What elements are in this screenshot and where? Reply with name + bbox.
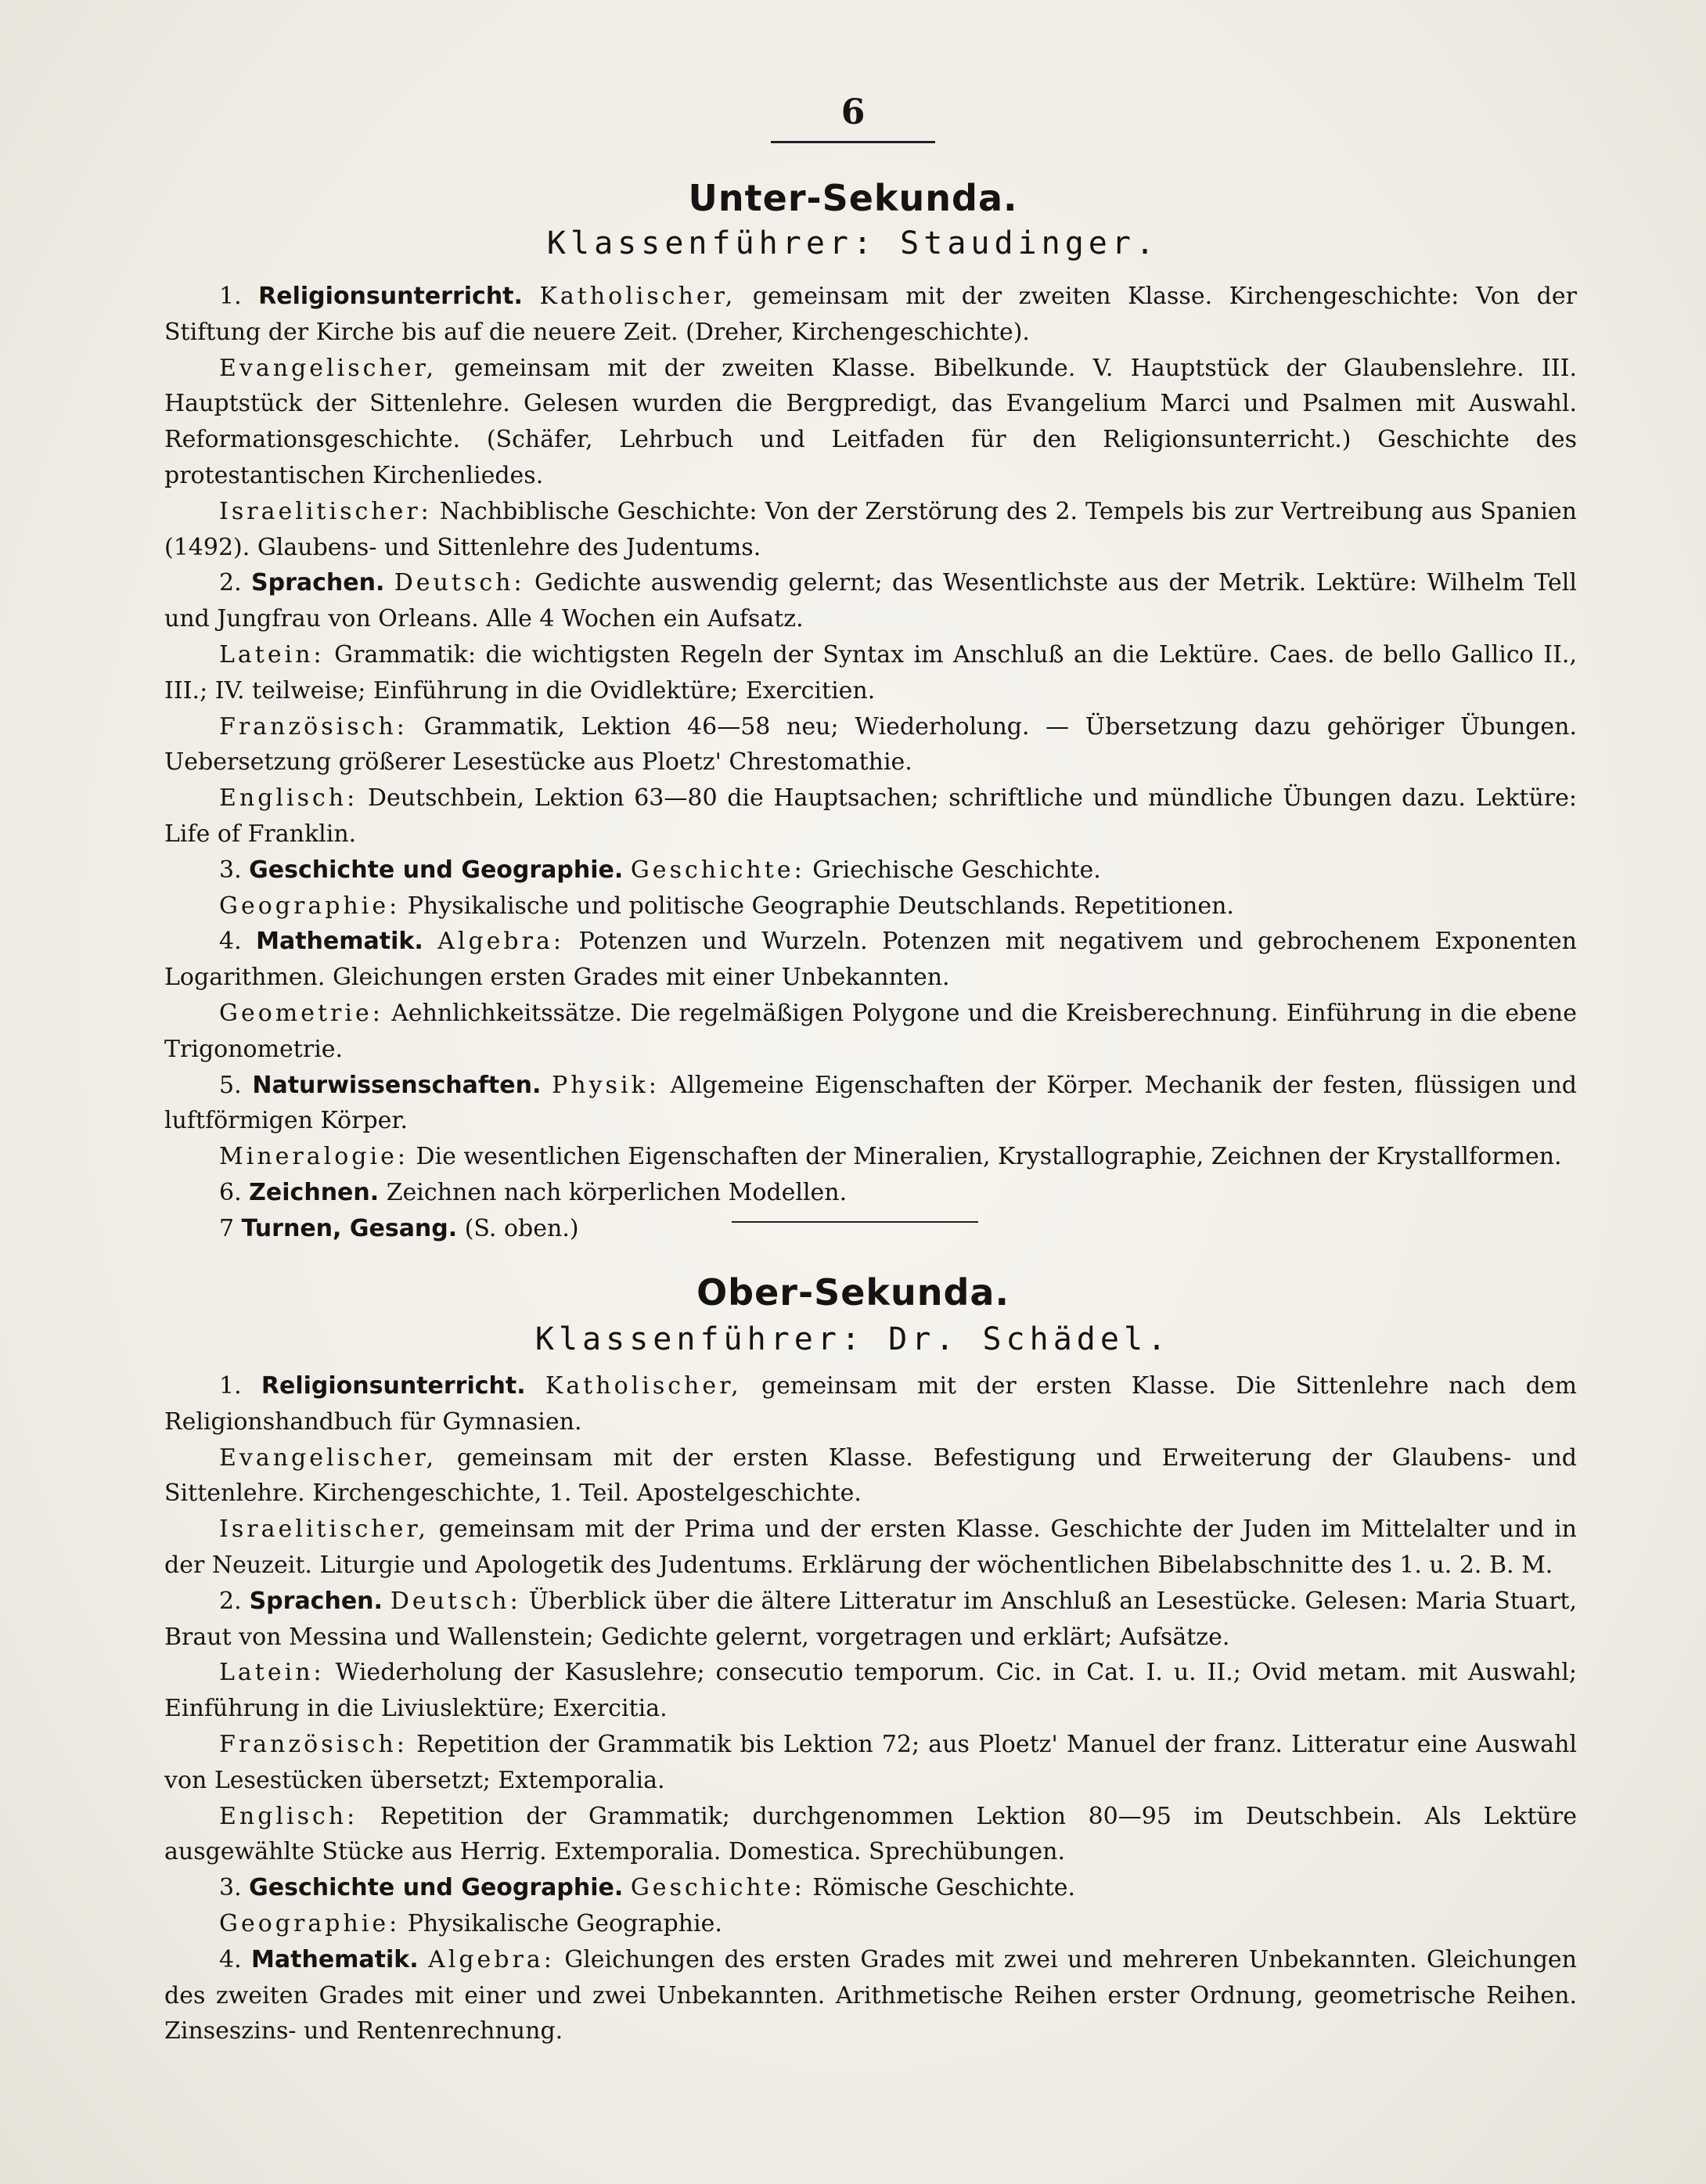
label: Evangelischer, bbox=[219, 1443, 437, 1472]
paragraph bbox=[164, 1440, 1577, 1512]
text: Gleichungen des ersten Grades mit zwei und mehreren Unbekannten. Gleichungen des zweiten Grades mit einer und zwei Unbekannten. Arithmetische Reihen erster Ordnung, geometrische Reihen. Zinseszins- und Rentenrechnung. bbox=[164, 1945, 1577, 2045]
label: Deutsch: bbox=[390, 1587, 521, 1615]
label: Geographie: bbox=[219, 1909, 401, 1937]
label: Englisch: bbox=[219, 784, 358, 813]
text: Grammatik, Lektion 46—58 neu; Wiederholung. — Übersetzung dazu gehöriger Übungen. Uebersetzung größerer Lesestücke aus Ploetz' Chrestomathie. bbox=[164, 712, 1577, 777]
label: Algebra: bbox=[437, 928, 564, 956]
item-number: 1. bbox=[219, 1372, 242, 1400]
label: Geschichte: bbox=[630, 856, 805, 884]
paragraph bbox=[164, 1584, 1577, 1656]
subject-heading: Zeichnen. bbox=[249, 1178, 380, 1206]
unter-sekunda-content bbox=[164, 279, 1577, 1247]
text: Gedichte auswendig gelernt; das Wesentlichste aus der Metrik. Lektüre: Wilhelm Tell und Jungfrau von Orleans. Alle 4 Wochen ein Aufsatz. bbox=[164, 569, 1577, 633]
text: Repetition der Grammatik bis Lektion 72; aus Ploetz' Manuel der franz. Litteratur eine Auswahl von Lesestücken übersetzt; Extemporalia. bbox=[164, 1730, 1577, 1794]
paragraph bbox=[164, 709, 1577, 781]
section-divider bbox=[732, 1221, 978, 1223]
text: Grammatik: die wichtigsten Regeln der Syntax im Anschluß an die Lektüre. Caes. de bello Gallico II., III.; IV. teilweise; Einführung in die Ovidlektüre; Exercitien. bbox=[164, 640, 1577, 705]
label: Israelitischer: bbox=[219, 497, 432, 525]
label: Katholischer, bbox=[539, 283, 736, 310]
class-leader-unter: Klassenführer: Staudinger. bbox=[546, 225, 1160, 261]
paragraph bbox=[164, 494, 1577, 566]
ober-sekunda-content bbox=[164, 1368, 1577, 2049]
label: Französisch: bbox=[219, 712, 408, 741]
text: Deutschbein, Lektion 63—80 die Hauptsachen; schriftliche und mündliche Übungen dazu. Lektüre: Life of Franklin. bbox=[164, 784, 1577, 848]
item-number: 2. bbox=[219, 569, 242, 597]
label: Deutsch: bbox=[394, 569, 525, 597]
item-number: 4. bbox=[219, 928, 242, 956]
paragraph bbox=[164, 996, 1577, 1068]
text: gemeinsam mit der zweiten Klasse. Bibelkunde. V. Hauptstück der Glaubenslehre. III. Hauptstück der Sittenlehre. Gelesen wurden die Bergpredigt, das Evangelium Marci und Psalmen mit Auswahl. Reformationsgeschichte. (Schäfer, Lehrbuch und Leitfaden für den Religionsunterricht.) Geschichte des protestantischen Kirchenliedes. bbox=[164, 354, 1577, 489]
paragraph bbox=[164, 1655, 1577, 1727]
label: Geschichte: bbox=[630, 1874, 805, 1902]
item-number: 5. bbox=[219, 1071, 242, 1099]
label: Englisch: bbox=[219, 1802, 358, 1830]
text: Physikalische und politische Geographie Deutschlands. Repetitionen. bbox=[407, 892, 1234, 920]
subject-heading: Mathematik. bbox=[256, 928, 423, 956]
subject-heading: Geschichte und Geographie. bbox=[249, 856, 624, 884]
item-number: 6. bbox=[219, 1178, 242, 1206]
item-number: 3. bbox=[219, 856, 242, 884]
label: Französisch: bbox=[219, 1730, 408, 1758]
item-number: 3. bbox=[219, 1874, 242, 1902]
item-number: 7 bbox=[219, 1214, 235, 1242]
text: Die wesentlichen Eigenschaften der Mineralien, Krystallographie, Zeichnen der Krystallformen. bbox=[416, 1143, 1562, 1171]
subject-heading: Sprachen. bbox=[251, 569, 385, 597]
label: Katholischer, bbox=[545, 1372, 742, 1400]
subject-heading: Sprachen. bbox=[249, 1587, 383, 1615]
paragraph bbox=[164, 351, 1577, 494]
paragraph bbox=[164, 565, 1577, 637]
subject-heading: Religionsunterricht. bbox=[261, 1372, 526, 1400]
label: Geographie: bbox=[219, 892, 401, 920]
text: Nachbiblische Geschichte: Von der Zerstörung des 2. Tempels bis zur Vertreibung aus Spanien (1492). Glaubens- und Sittenlehre des Judentums. bbox=[164, 497, 1577, 561]
text: gemeinsam mit der ersten Klasse. Befestigung und Erweiterung der Glaubens- und Sittenlehre. Kirchengeschichte, 1. Teil. Apostelgeschichte. bbox=[164, 1443, 1577, 1508]
paragraph bbox=[164, 1727, 1577, 1799]
paragraph bbox=[164, 279, 1577, 351]
section-title-unter-sekunda: Unter-Sekunda. bbox=[688, 177, 1018, 219]
item-number: 1. bbox=[219, 283, 242, 310]
text: gemeinsam mit der ersten Klasse. Die Sittenlehre nach dem Religionshandbuch für Gymnasien. bbox=[164, 1372, 1577, 1436]
label: Evangelischer, bbox=[219, 354, 437, 382]
paragraph bbox=[164, 888, 1577, 924]
text: Allgemeine Eigenschaften der Körper. Mechanik der festen, flüssigen und luftförmigen Körper. bbox=[164, 1071, 1577, 1135]
text: Wiederholung der Kasuslehre; consecutio temporum. Cic. in Cat. I. u. II.; Ovid metam. mit Auswahl; Einführung in die Liviuslektüre; Exercitia. bbox=[164, 1659, 1577, 1723]
paragraph bbox=[164, 924, 1577, 996]
text: Repetition der Grammatik; durchgenommen Lektion 80—95 im Deutschbein. Als Lektüre ausgewählte Stücke aus Herrig. Extemporalia. Domestica. Sprechübungen. bbox=[164, 1802, 1578, 1866]
text: Römische Geschichte. bbox=[812, 1874, 1076, 1902]
paragraph bbox=[164, 1368, 1577, 1440]
text: Überblick über die ältere Litteratur im Anschluß an Lesestücke. Gelesen: Maria Stuart, Braut von Messina und Wallenstein; Gedichte gelernt, vorgetragen und erklärt; Aufsätze. bbox=[164, 1587, 1578, 1651]
top-rule bbox=[771, 141, 935, 143]
text: gemeinsam mit der zweiten Klasse. Kirchengeschichte: Von der Stiftung der Kirche bis auf die neuere Zeit. (Dreher, Kirchengeschichte). bbox=[164, 283, 1577, 346]
label: Geometrie: bbox=[219, 999, 383, 1027]
paragraph bbox=[164, 1512, 1577, 1584]
label: Mineralogie: bbox=[219, 1143, 409, 1171]
text: Aehnlichkeitssätze. Die regelmäßigen Polygone und die Kreisberechnung. Einführung in die ebene Trigonometrie. bbox=[164, 999, 1577, 1063]
label: Latein: bbox=[219, 640, 325, 669]
class-leader-ober: Klassenführer: Dr. Schädel. bbox=[534, 1321, 1172, 1357]
label: Physik: bbox=[552, 1071, 660, 1099]
paragraph bbox=[164, 637, 1577, 709]
text: gemeinsam mit der Prima und der ersten Klasse. Geschichte der Juden im Mittelalter und in der Neuzeit. Liturgie und Apologetik des Judentums. Erklärung der wöchentlichen Bibelabschnitte des 1. u. 2. B. M. bbox=[164, 1515, 1577, 1579]
paragraph bbox=[164, 852, 1577, 888]
label: Latein: bbox=[219, 1659, 325, 1687]
item-number: 4. bbox=[219, 1945, 242, 1973]
paragraph bbox=[164, 1799, 1577, 1871]
label: Algebra: bbox=[428, 1945, 555, 1973]
text: Griechische Geschichte. bbox=[812, 856, 1101, 884]
text: (S. oben.) bbox=[464, 1214, 579, 1242]
paragraph bbox=[164, 1211, 1577, 1247]
subject-heading: Geschichte und Geographie. bbox=[249, 1874, 624, 1902]
paragraph bbox=[164, 780, 1577, 852]
label: Israelitischer, bbox=[219, 1515, 429, 1544]
subject-heading: Naturwissenschaften. bbox=[252, 1071, 542, 1099]
item-number: 2. bbox=[219, 1587, 242, 1615]
section-title-ober-sekunda: Ober-Sekunda. bbox=[696, 1271, 1010, 1314]
text: Potenzen und Wurzeln. Potenzen mit negativem und gebrochenem Exponenten Logarithmen. Gleichungen ersten Grades mit einer Unbekannten. bbox=[164, 928, 1577, 992]
subject-heading: Turnen, Gesang. bbox=[241, 1214, 458, 1242]
paragraph bbox=[164, 1870, 1577, 1906]
paragraph bbox=[164, 1906, 1577, 1942]
paragraph bbox=[164, 1068, 1577, 1140]
paragraph bbox=[164, 1942, 1577, 2049]
paragraph bbox=[164, 1175, 1577, 1211]
text: Zeichnen nach körperlichen Modellen. bbox=[386, 1178, 848, 1206]
subject-heading: Mathematik. bbox=[251, 1945, 419, 1973]
page-number: 6 bbox=[840, 92, 866, 132]
paragraph bbox=[164, 1139, 1577, 1175]
subject-heading: Religionsunterricht. bbox=[258, 283, 523, 310]
text: Physikalische Geographie. bbox=[407, 1909, 722, 1937]
